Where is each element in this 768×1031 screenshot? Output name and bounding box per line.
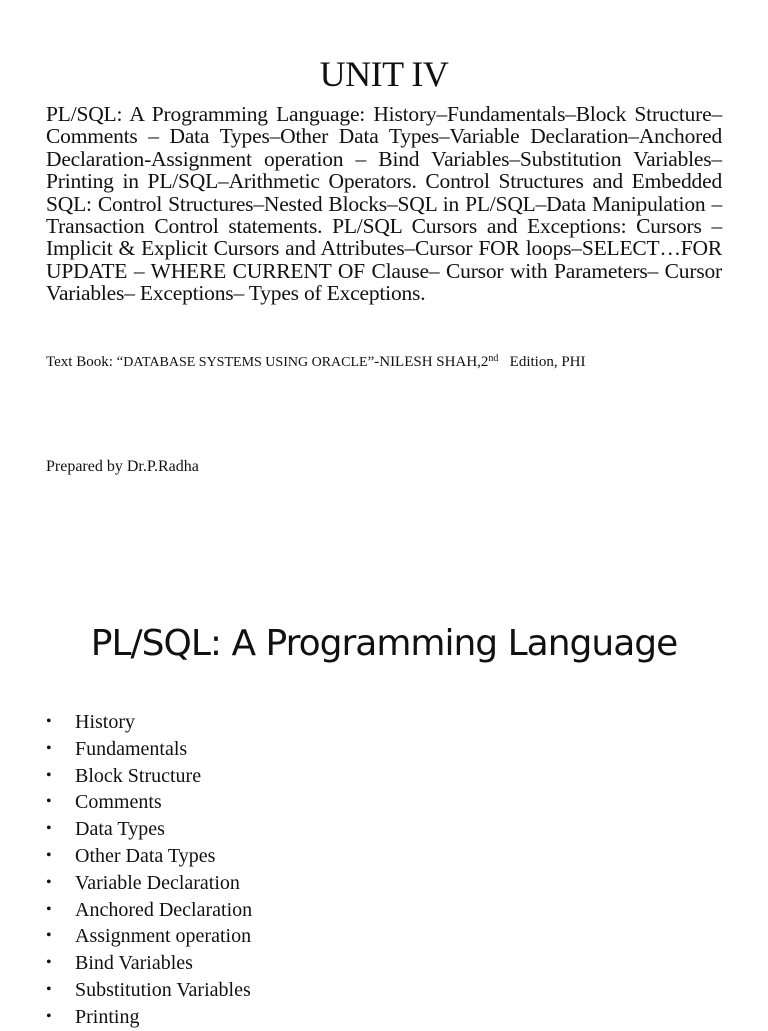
- topic-label: Substitution Variables: [75, 978, 251, 1001]
- textbook-title: DATABASE SYSTEMS USING ORACLE: [123, 355, 368, 370]
- topic-label: Printing: [75, 1005, 140, 1028]
- list-item: [46, 897, 252, 924]
- list-item: [46, 870, 252, 897]
- bullet-icon: •: [46, 820, 52, 838]
- bullet-icon: •: [46, 927, 52, 945]
- bullet-icon: •: [46, 739, 52, 757]
- bullet-icon: •: [46, 954, 52, 972]
- bullet-icon: •: [46, 766, 52, 784]
- syllabus-paragraph: PL/SQL: A Programming Language: History–Fundamentals–Block Structure–Comments – Data Types–Other Data Types–Variable Declaration–Anchored Declaration-Assignment operation – Bind Variables–Substitution Variables–Printing in PL/SQL–Arithmetic Operators. Control Structures and Embedded SQL: Control Structures–Nested Blocks–SQL in PL/SQL–Data Manipulation –Transaction Control statements. PL/SQL Cursors and Exceptions: Cursors – Implicit & Explicit Cursors and Attributes–Cursor FOR loops–SELECT…FOR UPDATE – WHERE CURRENT OF Clause– Cursor with Parameters– Cursor Variables– Exceptions– Types of Exceptions.: [46, 102, 722, 306]
- list-item: [46, 843, 252, 870]
- topic-label: History: [75, 711, 135, 733]
- textbook-prefix: Text Book: “: [46, 354, 124, 370]
- bullet-icon: •: [46, 873, 52, 891]
- prepared-by: Prepared by Dr.P.Radha: [46, 458, 199, 475]
- slide-title: PL/SQL: A Programming Language: [90, 623, 678, 664]
- topic-label: Anchored Declaration: [75, 898, 253, 921]
- topic-label: Bind Variables: [75, 952, 193, 975]
- topic-label: Assignment operation: [75, 925, 252, 948]
- list-item: [46, 736, 252, 763]
- topic-label: Other Data Types: [75, 844, 216, 867]
- topic-label: Fundamentals: [75, 737, 188, 760]
- topic-label: Data Types: [75, 818, 165, 841]
- list-item: [46, 923, 252, 950]
- list-item: [46, 789, 252, 816]
- textbook-edition: Edition, PHI: [498, 354, 586, 370]
- list-item: [46, 816, 252, 843]
- unit-title: UNIT IV: [319, 54, 449, 94]
- slide-plsql-programming-language: [0, 580, 768, 1028]
- list-item: [46, 763, 252, 790]
- topic-label: Comments: [75, 791, 162, 814]
- bullet-icon: •: [46, 980, 52, 998]
- bullet-icon: •: [46, 900, 52, 918]
- list-item: [46, 709, 252, 736]
- list-item: [46, 950, 252, 977]
- bullet-icon: •: [46, 846, 52, 864]
- textbook-reference: [46, 352, 586, 373]
- bullet-icon: •: [46, 1007, 52, 1025]
- edition-superscript: nd: [488, 353, 499, 364]
- bullet-icon: •: [46, 713, 52, 730]
- textbook-author: ”-NILESH SHAH,2: [367, 354, 489, 370]
- topic-label: Block Structure: [75, 764, 202, 787]
- topic-list: [46, 709, 252, 1031]
- topic-label: Variable Declaration: [75, 871, 240, 894]
- list-item: [46, 977, 252, 1004]
- bullet-icon: •: [46, 793, 52, 811]
- list-item: [46, 1004, 252, 1031]
